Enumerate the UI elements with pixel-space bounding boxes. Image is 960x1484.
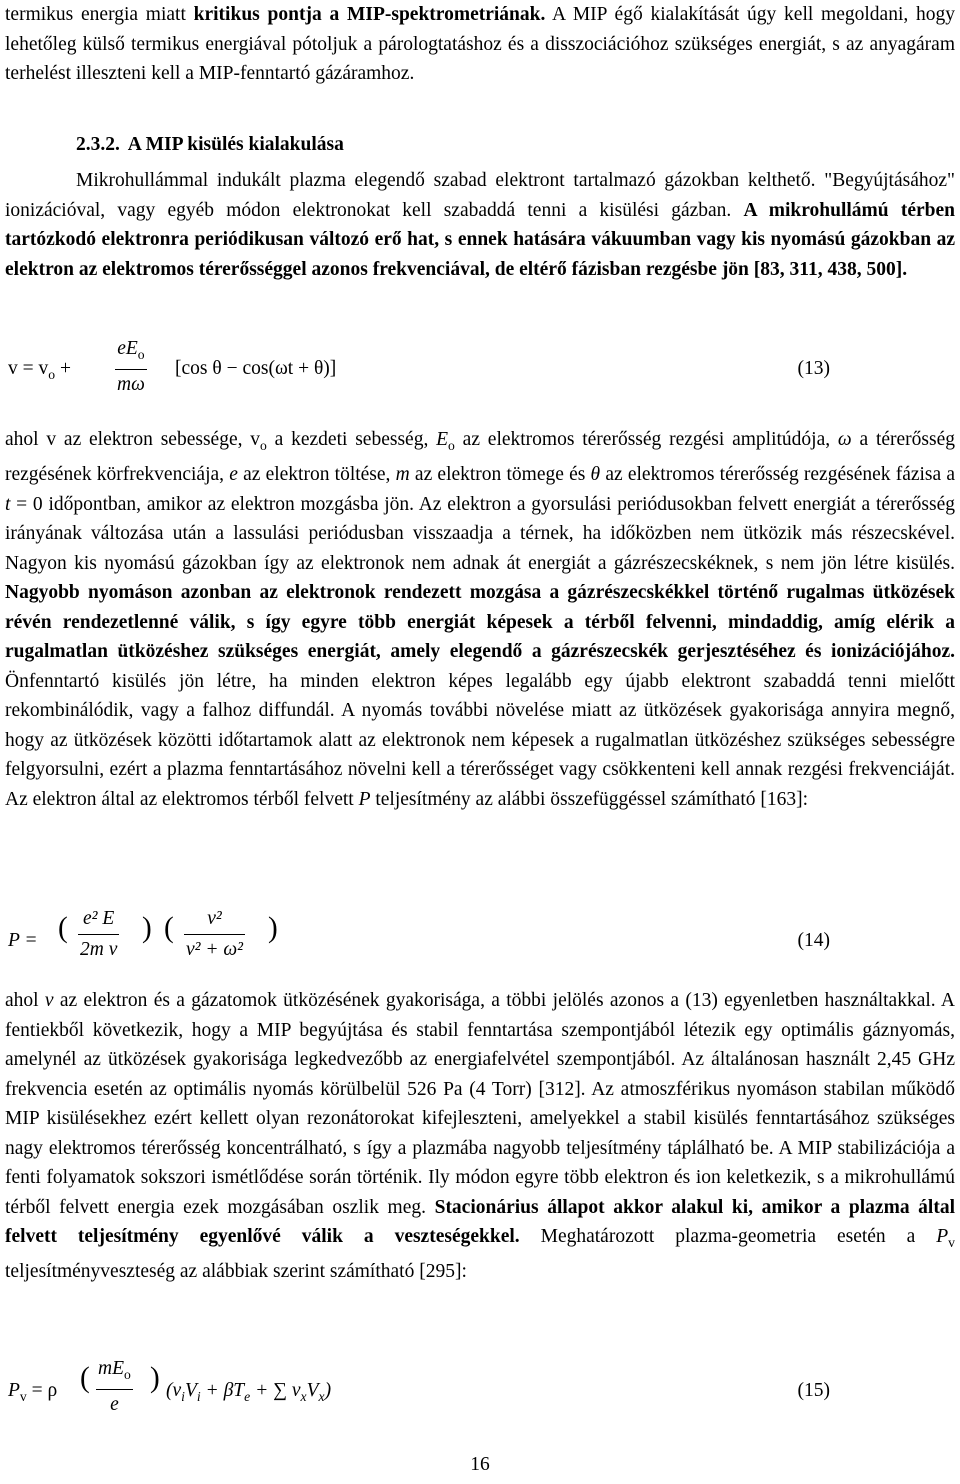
eq14-fraction-1: $\frac{\text{e² E}}{\text{2m ν}}$ <box>78 904 119 964</box>
paragraph-mip-intro <box>5 166 955 284</box>
equation-number: (13) <box>797 358 830 379</box>
eq13-bracket: [cos θ − cos(ωt + θ)] <box>175 358 337 379</box>
page-number: 16 <box>470 1454 490 1475</box>
paragraph-intro <box>5 0 955 89</box>
section-heading <box>76 130 348 160</box>
eq15-body: ($v_iV_i + \beta T_e$ + ∑ $v_xV_x$) <box>166 1380 332 1404</box>
text: Mikrohullámmal indukált plazma elegendő szabad elektront tartalmazó gázokban kelthető. "Begyújtásához" ionizációval, vagy egyéb módon elektronokat kell szabaddá tenni a kisülési gázban. <box>5 170 955 221</box>
paren-close: ) <box>268 912 278 944</box>
paragraph-optimal-pressure: ahol ν az elektron és a gázatomok ütközésének gyakorisága, a többi jelölés azonos a (13) egyenletben használtakkal. A fentiekből következik, hogy a MIP begyújtása és stabil fenntartása szempontjából létezik egy optimális gáznyomás, amelynél az ütközések gyakorisága legkedvezőbb az energiafelvétel szempontjából. Az általánosan használt 2,45 GHz frekvencia esetén az optimális nyomás körülbelül 526 Pa (4 Torr) [312]. Az atmoszférikus nyomáson stabilan működő MIP kisülésekhez ezért kellett olyan rezonátorokat kifejleszteni, amelyekkel a stabil kisülés fenntartásához szükséges nagy elektromos térerősség koncentrálható, s így a plazmába nagyobb teljesítmény táplálható be. A MIP stabilizációja a fenti folyamatok sokszori ismétlődése során történik. Ily módon egyre több elektron és ion keletkezik, s a mikrohullámú térből felvett energia ezek mozgásában oszlik meg. Stacionárius állapot akkor alakul ki, amikor a plazma által felvett teljesítmény egyenlővé válik a veszteségekkel. Meghatározott plazma-geometria esetén a $P_v$ teljesítményveszteség az alábbiak szerint számítható [295]: <box>5 990 955 1283</box>
eq14-fraction-2: $\frac{\text{ν²}}{\text{ν² + ω²}}$ <box>184 904 245 964</box>
paren-open: ( <box>80 1362 90 1394</box>
section-number: 2.3.2. <box>76 134 120 155</box>
paren-close: ) <box>150 1362 160 1394</box>
eq15-fraction: $mE_o$ e <box>96 1354 133 1420</box>
eq13-lhs: $v = v_o$ + <box>8 358 71 382</box>
equation-number: (15) <box>797 1380 830 1401</box>
bold-text: A mikrohullámú térben tartózkodó elektronra periódikusan változó erő hat, s ennek hatására vákuumban vagy kis nyomású gázokban az elektron az elektromos térerősséggel azonos frekvenciával, de eltérő fázisban rezgésbe jön [83, 311, 438, 500]. <box>5 199 955 280</box>
paren-open: ( <box>58 912 68 944</box>
paragraph-definitions: ahol v az elektron sebessége, $v_o$ a kezdeti sebesség, $E_o$ az elektromos térerősség rezgési amplitúdója, ω a térerősség rezgésének körfrekvenciája, e az elektron töltése, m az elektron tömege és θ az elektromos térerősség rezgésének fázisa a t = 0 időpontban, amikor az elektron mozgásba jön. Az elektron a gyorsulási periódusokban felvett energiát a térerősség irányának változása után a lassulási periódusban visszaadja a térnek, ha időközben nem ütközik más részecskével. Nagyon kis nyomású gázokban így az elektronok nem adnak át energiát a gázrészecskéknek, s nem jön létre kisülés. Nagyobb nyomáson azonban az elektronok rendezett mozgása a gázrészecskékkel történő rugalmas ütközések révén rendezetlenné válik, s így egyre több energiát képesek a térből felvenni, mindaddig, amíg elérik a rugalmatlan ütközéshez szükséges energiát, amely elegendő a gázrészecskék gerjesztéséhez és ionizációjához. Önfenntartó kisülés jön létre, ha minden elektron képes legalább egy újabb elektront szabaddá tenni mielőtt rekombinálódik, vagy a falhoz diffundál. A nyomás további növelése miatt az ütközések gyakorisága annyira megnő, hogy az ütközések közötti időtartamok alatt az elektronok nem képesek a rugalmatlan ütközéshez szükséges sebességre felgyorsulni, ezért a plazma fenntartásához növelni kell a térerősséget vagy csökkenteni kell annak rezgési frekvenciáját. Az elektron által az elektromos térből felvett P teljesítmény az alábbi összefüggéssel számítható [163]: <box>5 429 956 810</box>
paren-close: ) <box>142 912 152 944</box>
eq14-lhs: P = <box>8 930 38 951</box>
equation-13 <box>0 334 960 404</box>
eq15-lhs: $P_v = \rho$ <box>8 1380 58 1404</box>
equation-15 <box>0 1352 960 1432</box>
section-title: A MIP kisülés kialakulása <box>127 134 344 155</box>
text: A MIP égő kialakítását úgy kell megoldani, hogy lehetőleg külső termikus energiával pótoljuk a párologtatáshoz és a disszociációhoz szükséges energiát, s az anyagáram terhelést illeszteni kell a MIP-fenntartó gázáramhoz. <box>5 4 955 84</box>
equation-number: (14) <box>797 930 830 951</box>
eq13-fraction: $eE_o$ mω <box>115 334 147 400</box>
text: termikus energia miatt <box>5 4 194 25</box>
bold-text: kritikus pontja a MIP-spektrometriának. <box>193 4 546 25</box>
paren-open: ( <box>164 912 174 944</box>
equation-14 <box>0 900 960 980</box>
